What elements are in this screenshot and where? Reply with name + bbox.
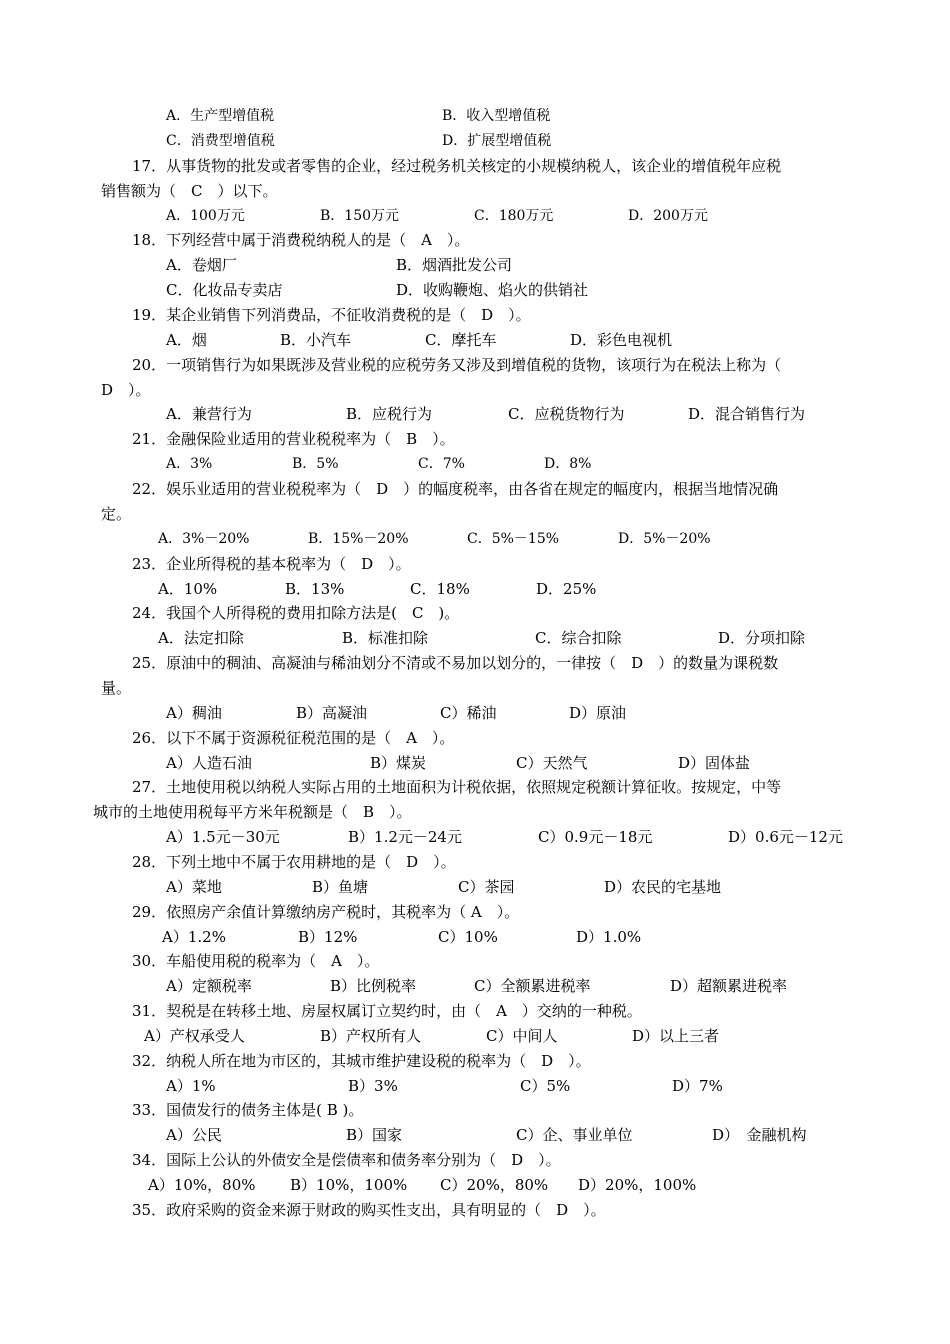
answer-option: A）菜地	[166, 878, 222, 896]
answer-option: B．应税行为	[346, 405, 433, 423]
answer-option: A．法定扣除	[158, 629, 244, 647]
answer-option: D．分项扣除	[718, 629, 806, 647]
answer-option: B．15%－20%	[308, 531, 409, 547]
answer-option: B）12%	[298, 928, 358, 946]
answer-option: B．5%	[292, 456, 339, 472]
answer-option: C）10%	[438, 928, 498, 946]
text-line: 26．以下不属于资源税征税范围的是（ A ）。	[132, 729, 455, 747]
answer-option: A．兼营行为	[166, 405, 252, 423]
answer-option: D．收购鞭炮、焰火的供销社	[396, 281, 589, 299]
answer-option: C．摩托车	[425, 331, 497, 349]
answer-option: D） 金融机构	[712, 1126, 807, 1144]
answer-option: D）农民的宅基地	[604, 878, 722, 896]
answer-option: A．生产型增值税	[166, 108, 275, 124]
answer-option: D．25%	[536, 580, 597, 598]
answer-option: C．化妆品专卖店	[166, 281, 283, 299]
answer-option: D．彩色电视机	[570, 331, 673, 349]
answer-option: D）20%，100%	[578, 1176, 697, 1194]
answer-option: B）鱼塘	[312, 878, 369, 896]
answer-option: A）产权承受人	[144, 1027, 245, 1045]
answer-option: A．卷烟厂	[166, 256, 237, 274]
text-line: 21．金融保险业适用的营业税税率为（ B ）。	[132, 430, 455, 448]
answer-option: C）20%，80%	[440, 1176, 549, 1194]
text-line: 20．一项销售行为如果既涉及营业税的应税劳务又涉及到增值税的货物，该项行为在税法上称为（	[132, 356, 782, 374]
text-line: 18．下列经营中属于消费税纳税人的是（ A ）。	[132, 231, 470, 249]
answer-option: D）固体盐	[678, 754, 751, 772]
answer-option: B）煤炭	[370, 754, 427, 772]
answer-option: A．烟	[166, 331, 207, 349]
text-line: D ）。	[101, 381, 151, 399]
answer-option: D）1.0%	[576, 928, 642, 946]
answer-option: A）1%	[166, 1077, 216, 1095]
answer-option: A）定额税率	[166, 977, 252, 995]
answer-option: D）以上三者	[632, 1027, 720, 1045]
answer-option: C．综合扣除	[535, 629, 622, 647]
text-line: 城市的土地使用税每平方米年税额是（ B ）。	[93, 803, 412, 821]
answer-option: C．应税货物行为	[508, 405, 625, 423]
text-line: 量。	[101, 679, 132, 697]
answer-option: B）3%	[348, 1077, 398, 1095]
answer-option: D．5%－20%	[618, 531, 711, 547]
answer-option: C）5%	[520, 1077, 571, 1095]
answer-option: D）7%	[672, 1077, 723, 1095]
answer-option: C）全额累进税率	[474, 977, 591, 995]
answer-option: D．混合销售行为	[688, 405, 806, 423]
text-line: 27．土地使用税以纳税人实际占用的土地面积为计税依据，依照规定税额计算征收。按规定，中等	[132, 778, 782, 796]
text-line: 33．国债发行的债务主体是( B )。	[132, 1101, 364, 1119]
answer-option: C．5%－15%	[467, 531, 560, 547]
answer-option: C）天然气	[516, 754, 588, 772]
answer-option: A．100万元	[166, 208, 245, 224]
text-line: 25．原油中的稠油、高凝油与稀油划分不清或不易加以划分的，一律按（ D ）的数量为课税数	[132, 654, 779, 672]
answer-option: A．10%	[158, 580, 218, 598]
answer-option: C．消费型增值税	[166, 133, 275, 149]
answer-option: B．小汽车	[280, 331, 352, 349]
text-line: 22．娱乐业适用的营业税税率为（ D ）的幅度税率，由各省在规定的幅度内，根据当地情况确	[132, 480, 779, 498]
answer-option: A）公民	[166, 1126, 222, 1144]
answer-option: B）产权所有人	[320, 1027, 422, 1045]
text-line: 19．某企业销售下列消费品，不征收消费税的是（ D ）。	[132, 306, 531, 324]
answer-option: D．扩展型增值税	[442, 133, 552, 149]
answer-option: D）超额累进税率	[670, 977, 788, 995]
answer-option: C）中间人	[486, 1027, 558, 1045]
answer-option: B．13%	[285, 580, 345, 598]
answer-option: A）10%，80%	[148, 1176, 256, 1194]
answer-option: B）高凝油	[296, 704, 368, 722]
text-line: 销售额为（ C ）以下。	[101, 182, 278, 200]
text-line: 定。	[101, 505, 132, 523]
answer-option: C．7%	[418, 456, 465, 472]
answer-option: B．150万元	[320, 208, 400, 224]
answer-option: B）10%，100%	[290, 1176, 408, 1194]
answer-option: A）人造石油	[166, 754, 252, 772]
answer-option: B）比例税率	[330, 977, 417, 995]
text-line: 17．从事货物的批发或者零售的企业，经过税务机关核定的小规模纳税人，该企业的增值税年应税	[132, 157, 782, 175]
answer-option: A．3%－20%	[158, 531, 250, 547]
text-line: 34．国际上公认的外债安全是偿债率和债务率分别为（ D ）。	[132, 1151, 561, 1169]
answer-option: C．18%	[410, 580, 470, 598]
text-line: 29．依照房产余值计算缴纳房产税时，其税率为（ A ）。	[132, 903, 520, 921]
text-line: 32．纳税人所在地为市区的，其城市维护建设税的税率为（ D ）。	[132, 1052, 591, 1070]
answer-option: A．3%	[166, 456, 213, 472]
text-line: 24．我国个人所得税的费用扣除方法是( C )。	[132, 604, 460, 622]
answer-option: B．标准扣除	[342, 629, 429, 647]
text-line: 28．下列土地中不属于农用耕地的是（ D ）。	[132, 853, 456, 871]
answer-option: A）1.2%	[162, 928, 226, 946]
text-line: 35．政府采购的资金来源于财政的购买性支出，具有明显的（ D ）。	[132, 1201, 606, 1219]
answer-option: A）1.5元－30元	[166, 828, 280, 846]
text-line: 31．契税是在转移土地、房屋权属订立契约时，由（ A ）交纳的一种税。	[132, 1002, 642, 1020]
text-line: 23．企业所得税的基本税率为（ D ）。	[132, 555, 411, 573]
answer-option: D．200万元	[628, 208, 708, 224]
answer-option: C）茶园	[458, 878, 515, 896]
answer-option: C．180万元	[474, 208, 554, 224]
answer-option: C）稀油	[440, 704, 497, 722]
answer-option: A）稠油	[166, 704, 222, 722]
answer-option: C）企、事业单位	[516, 1126, 633, 1144]
answer-option: B．收入型增值税	[442, 108, 551, 124]
answer-option: C）0.9元－18元	[538, 828, 653, 846]
answer-option: B）1.2元－24元	[348, 828, 462, 846]
answer-option: D）原油	[569, 704, 627, 722]
answer-option: B）国家	[346, 1126, 403, 1144]
answer-option: D．8%	[544, 456, 592, 472]
answer-option: B．烟酒批发公司	[396, 256, 513, 274]
text-line: 30．车船使用税的税率为（ A ）。	[132, 952, 380, 970]
answer-option: D）0.6元－12元	[728, 828, 843, 846]
